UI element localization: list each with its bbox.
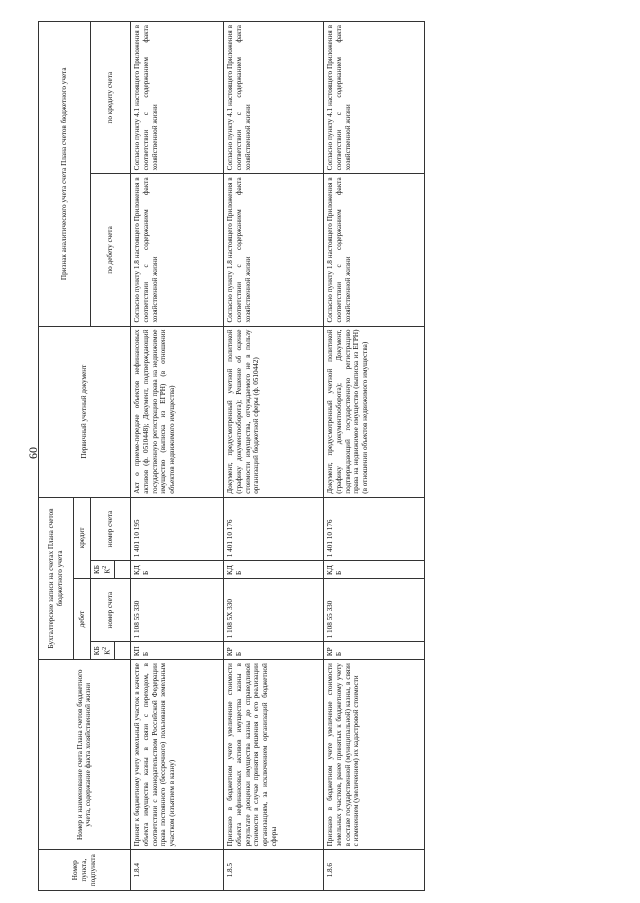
row-acct-debit: 1 108 55 330 <box>130 578 223 641</box>
table-row <box>223 22 323 891</box>
row-acct-credit: 1 401 10 176 <box>223 497 323 560</box>
header-by-credit: по кредиту счета <box>91 22 131 174</box>
row-kbk-debit: КРБ <box>223 642 323 660</box>
header-kbk-credit-blank <box>114 561 130 579</box>
kbk-label: КБК <box>93 565 112 575</box>
kbk-footnote-mark: 2 <box>101 646 108 650</box>
header-credit: кредит <box>74 497 91 578</box>
header-account-no-credit: номер счета <box>91 497 131 560</box>
row-kbk-debit: КРБ <box>323 642 424 660</box>
table-row <box>130 22 223 891</box>
header-kbk-debit-blank <box>114 642 130 660</box>
row-doc: Документ, предусмотренный учетной политикой (графику документооборота); Решение об оценке стоимости имущества, отчуждаемого не в пользу организаций бюджетной сферы (ф. 0510442) <box>223 326 323 497</box>
header-account-no-debit: номер счета <box>91 578 131 641</box>
row-kbk-credit: КДБ <box>223 561 323 579</box>
header-analytics: Признак аналитического учета счета Плана счетов бюджетного учета <box>39 22 91 327</box>
kbk-footnote-mark: 2 <box>101 565 108 569</box>
row-desc: Признано в бюджетном учете увеличение стоимости объекта нефинансовых активов имущества казны в результате дооценки имущества казны до справедливой стоимости в случае принятия решения о его реализации организациям, за исключением организаций бюджетной сферы <box>223 660 323 850</box>
header-primary-doc: Первичный учетный документ <box>39 326 131 497</box>
row-an-debit: Согласно пункту 1.8 настоящего Приложения в соответствии с содержанием факта хозяйственной жизни <box>130 174 223 326</box>
page-number: 60 <box>26 447 40 459</box>
row-kbk-debit: КПБ <box>130 642 223 660</box>
header-debit: дебет <box>74 578 91 659</box>
row-num: 1.8.6 <box>323 850 424 891</box>
header-account-desc: Номер и наименование счета Плана счетов бюджетного учета, содержание факта хозяйственной жизни <box>39 660 131 850</box>
row-acct-debit: 1 108 5Х 330 <box>223 578 323 641</box>
row-an-debit: Согласно пункту 1.8 настоящего Приложения в соответствии с содержанием факта хозяйственной жизни <box>323 174 424 326</box>
row-acct-credit: 1 401 10 176 <box>323 497 424 560</box>
header-kbk-debit <box>91 642 115 660</box>
row-an-debit: Согласно пункту 1.8 настоящего Приложения в соответствии с содержанием факта хозяйственной жизни <box>223 174 323 326</box>
row-kbk-credit: КДБ <box>130 561 223 579</box>
row-acct-credit: 1 401 10 195 <box>130 497 223 560</box>
row-kbk-credit: КДБ <box>323 561 424 579</box>
header-entries: Бухгалтерские записи на счетах Плана счетов бюджетного учета <box>39 497 74 659</box>
row-num: 1.8.5 <box>223 850 323 891</box>
posting-table <box>38 21 425 891</box>
row-num: 1.8.4 <box>130 850 223 891</box>
row-an-credit: Согласно пункту 4.1 настоящего Приложения в соответствии с содержанием факта хозяйственной жизни <box>223 22 323 174</box>
kbk-label: КБК <box>93 646 112 656</box>
row-doc: Акт о приеме-передаче объектов нефинансовых активов (ф. 0510448); Документ, подтверждающий государственную регистрацию права на недвижимое имущество (выписка из ЕГРН) (в отношении объектов недвижимого имущества) <box>130 326 223 497</box>
row-acct-debit: 1 108 55 330 <box>323 578 424 641</box>
header-by-debit: по дебету счета <box>91 174 131 326</box>
header-subaccount-no: Номер пункта, подпункта <box>39 850 131 891</box>
row-desc: Признано в бюджетном учете увеличение стоимости земельных участков, ранее принятых к бюджетному учету в составе государственной (муниципальной) казны, в связи с изменением (увеличением) их кадастровой стоимости <box>323 660 424 850</box>
row-desc: Принят к бюджетному учету земельный участок в качестве объекта имущества казны в связи с переходом, в соответствии с законодательством Российской Федерации права постоянного (бессрочного) пользования земельным участком (изъятием в казну) <box>130 660 223 850</box>
row-an-credit: Согласно пункту 4.1 настоящего Приложения в соответствии с содержанием факта хозяйственной жизни <box>130 22 223 174</box>
row-doc: Документ, предусмотренный учетной политикой (графику документооборота); Документ, подтверждающий государственную регистрацию права на недвижимое имущество (выписка из ЕГРН) (в отношении объектов недвижимого имущества) <box>323 326 424 497</box>
header-kbk-credit <box>91 561 115 579</box>
table-row <box>323 22 424 891</box>
row-an-credit: Согласно пункту 4.1 настоящего Приложения в соответствии с содержанием факта хозяйственной жизни <box>323 22 424 174</box>
